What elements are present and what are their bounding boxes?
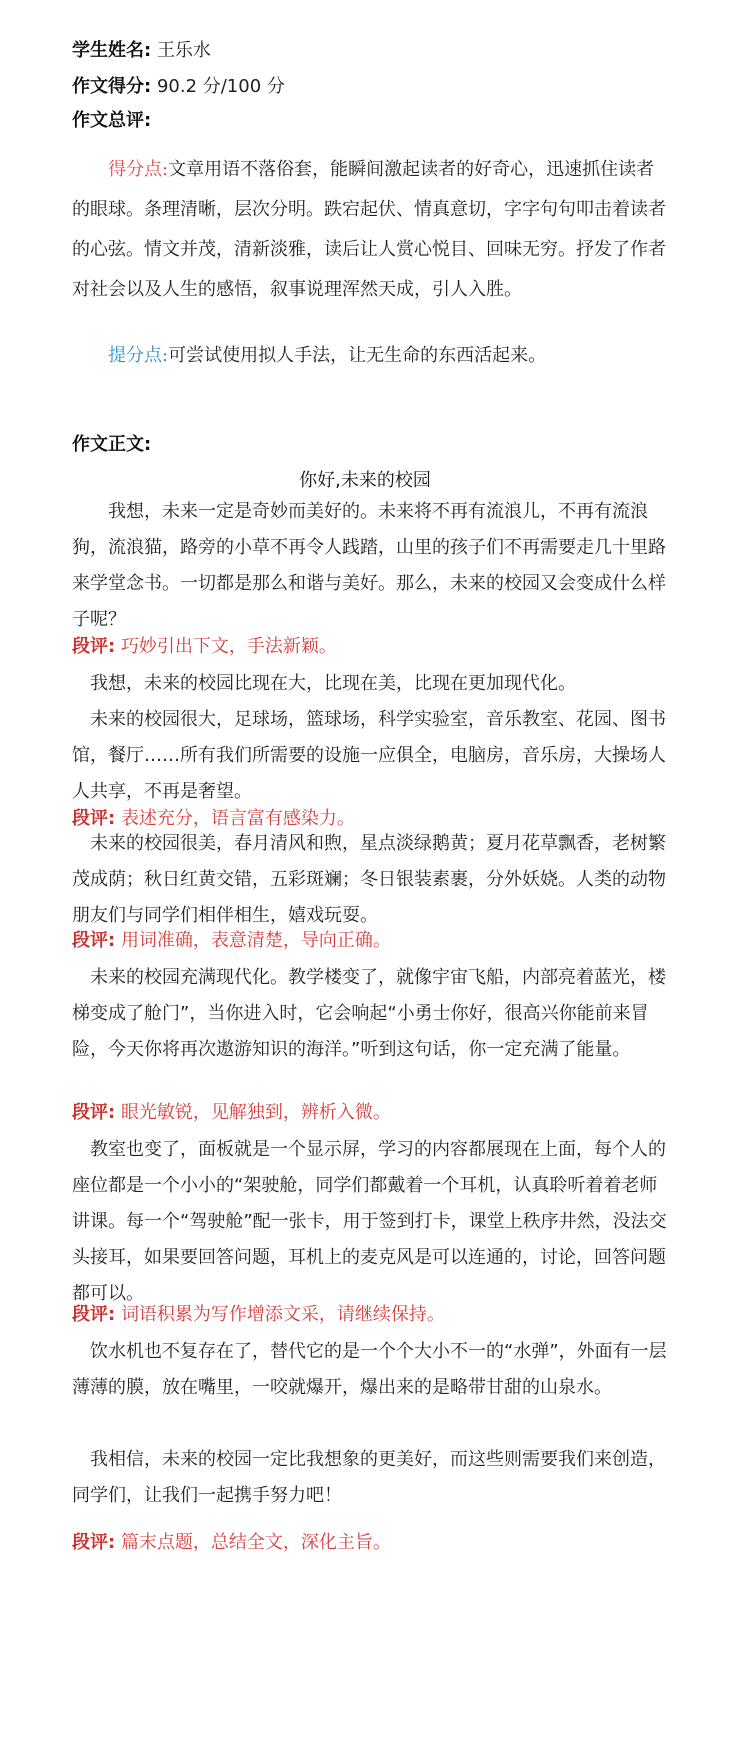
- comment-label: 段评:: [72, 1532, 116, 1553]
- comment-label: 段评:: [72, 1102, 116, 1123]
- score-line: [72, 74, 285, 100]
- student-name-label: 学生姓名:: [72, 40, 152, 61]
- comment-text: 用词准确，表意清楚，导向正确。: [120, 930, 391, 951]
- student-name-value: 王乐水: [156, 40, 211, 61]
- comment-text: 篇末点题，总结全文，深化主旨。: [120, 1532, 391, 1553]
- essay-paragraph-2: 我想，未来的校园比现在大，比现在美，比现在更加现代化。: [90, 673, 576, 694]
- comment-label: 段评:: [72, 636, 116, 657]
- essay-title: 你好,未来的校园: [299, 470, 431, 491]
- improve-review: [72, 336, 672, 376]
- score-value: 90.2 分/100 分: [156, 76, 285, 97]
- essay-paragraph-7: 饮水机也不复存在了，替代它的是一个个大小不一的“水弹”，外面有一层薄薄的膜，放在嘴里，一咬就爆开，爆出来的是略带甘甜的山泉水。: [72, 1341, 667, 1398]
- paragraph-comment-3: [72, 928, 391, 954]
- essay-section-heading: 作文正文:: [72, 434, 152, 455]
- essay-paragraph-4: 未来的校园很美，春月清风和煦，星点淡绿鹅黄；夏月花草飘香，老树繁茂成荫；秋日红黄交错，五彩斑斓；冬日银装素裹，分外妖娆。人类的动物朋友们与同学们相伴相生，嬉戏玩耍。: [72, 833, 666, 926]
- strength-label: 得分点:: [108, 159, 169, 180]
- student-name-line: [72, 38, 211, 64]
- summary-label: 作文总评:: [72, 110, 152, 131]
- score-label: 作文得分:: [72, 76, 152, 97]
- paragraph-comment-5: [72, 1302, 445, 1328]
- comment-label: 段评:: [72, 1304, 116, 1325]
- essay-paragraph-1: 我想，未来一定是奇妙而美好的。未来将不再有流浪儿，不再有流浪狗，流浪猫，路旁的小草不再令人践踏，山里的孩子们不再需要走几十里路来学堂念书。一切都是那么和谐与美好。那么，未来的校园又会变成什么样子呢？: [72, 501, 666, 630]
- paragraph-comment-4: [72, 1100, 391, 1126]
- essay-paragraph-5: 未来的校园充满现代化。教学楼变了，就像宇宙飞船，内部亮着蓝光，楼梯变成了舱门”，当你进入时，它会响起“小勇士你好，很高兴你能前来冒险，今天你将再次遨游知识的海洋。”听到这句话，你一定充满了能量。: [72, 967, 666, 1060]
- comment-text: 巧妙引出下文，手法新颖。: [120, 636, 337, 657]
- comment-label: 段评:: [72, 808, 116, 829]
- improve-label: 提分点:: [108, 345, 169, 366]
- strength-review: [72, 150, 672, 310]
- improve-text: 可尝试使用拟人手法，让无生命的东西活起来。: [168, 345, 547, 366]
- essay-paragraph-6: 教室也变了，面板就是一个显示屏，学习的内容都展现在上面，每个人的座位都是一个小小的“架驶舱，同学们都戴着一个耳机，认真聆听着着老师讲课。每一个“驾驶舱”配一张卡，用于签到打卡，课堂上秩序井然，没法交头接耳，如果要回答问题，耳机上的麦克风是可以连通的，讨论，回答问题都可以。: [72, 1139, 667, 1304]
- paragraph-comment-1: [72, 634, 337, 660]
- essay-paragraph-8: 我相信，未来的校园一定比我想象的更美好，而这些则需要我们来创造，同学们，让我们一起携手努力吧！: [72, 1449, 666, 1506]
- paragraph-comment-6: [72, 1530, 391, 1556]
- comment-text: 眼光敏锐，见解独到，辨析入微。: [120, 1102, 391, 1123]
- comment-label: 段评:: [72, 930, 116, 951]
- comment-text: 词语积累为写作增添文采，请继续保持。: [120, 1304, 445, 1325]
- summary-heading: [72, 108, 151, 134]
- strength-text: 文章用语不落俗套，能瞬间激起读者的好奇心，迅速抓住读者的眼球。条理清晰，层次分明。跌宕起伏、情真意切，字字句句叩击着读者的心弦。情文并茂，清新淡雅，读后让人赏心悦目、回味无穷。抒发了作者对社会以及人生的感悟，叙事说理浑然天成，引人入胜。: [72, 159, 666, 300]
- essay-paragraph-3: 未来的校园很大，足球场，篮球场，科学实验室，音乐教室、花园、图书馆，餐厅……所有我们所需要的设施一应俱全，电脑房，音乐房，大操场人人共享，不再是奢望。: [72, 709, 666, 802]
- comment-text: 表述充分，语言富有感染力。: [120, 808, 355, 829]
